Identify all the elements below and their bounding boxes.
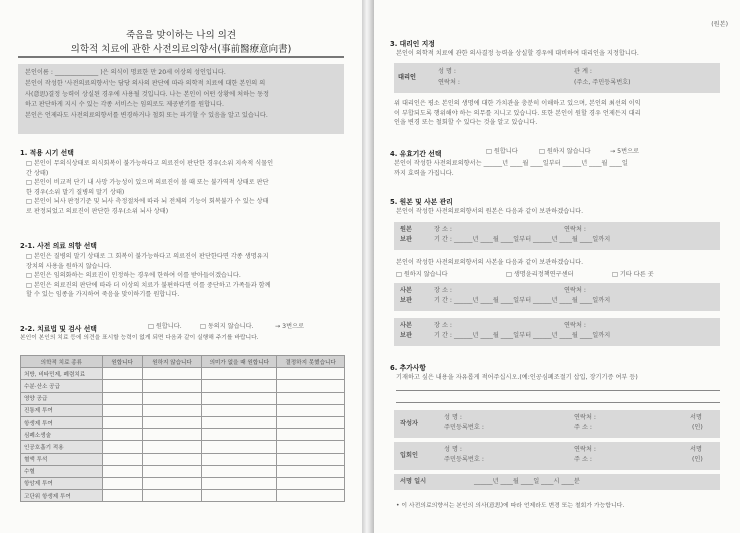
note-line: 인을 변경 또는 철회할 수 있다는 것을 알고 있습니다. (394, 119, 538, 127)
table-cell[interactable] (277, 380, 345, 392)
table-row (21, 429, 345, 441)
validity-decline[interactable]: □ 원하지 않습니다 (539, 148, 591, 155)
storage-label: 보관 (400, 332, 412, 339)
table-cell[interactable] (277, 404, 345, 416)
intro-line: 본인은 언제라도 사전의료의향서를 변경하거나 철회 또는 파기할 수 있음을 알고 있습니다. (25, 112, 268, 120)
treatment-label: 수혈 (21, 465, 103, 477)
storage-label: 보관 (400, 297, 412, 304)
treatment-table (20, 355, 345, 502)
table-cell[interactable] (277, 465, 345, 477)
sign-date-box (394, 474, 720, 490)
storage-label: 원본 (400, 226, 412, 233)
table-cell[interactable] (202, 453, 277, 465)
option-line: 간 상태) (26, 169, 49, 177)
treatment-label: 항암제 투여 (21, 477, 103, 489)
validity-period[interactable]: 본인이 작성한 사전의료의향서는 ______년 ____월 ____일부터 ______년 ____월 ____일 (394, 160, 628, 167)
intro-line: 하고 판단하게 지시 수 있는 각종 서비스는 임의로도 제공받기를 원합니다. (25, 101, 224, 109)
original-desc: 본인이 작성한 사전의료의향서의 원본은 다음과 같이 보관하겠습니다. (396, 208, 584, 215)
table-cell[interactable] (142, 368, 202, 380)
footer-note: • 이 사전의료의향서는 본인의 의사(意思)에 따라 언제라도 변경 또는 철회가 가능합니다. (396, 503, 625, 509)
section-5-title: 5. 원본 및 사본 관리 (390, 198, 453, 206)
left-page (0, 0, 362, 533)
copy-option-none[interactable]: □ 원하지 않습니다 (396, 271, 448, 278)
witness-sign-label: 서명 (690, 446, 702, 453)
section-3-title: 3. 대리인 지정 (390, 40, 435, 48)
section-3-desc: 본인이 의학적 치료에 관한 의사결정 능력을 상실할 경우에 대비하여 대리인을 지정합니다. (396, 50, 639, 57)
copy-storage-box-1 (394, 283, 720, 311)
section-6-desc: 기재하고 싶은 내용을 자유롭게 적어주십시오.(예:인공심폐조절기 삽입, 장기기증 여부 등) (396, 374, 638, 381)
table-cell[interactable] (202, 416, 277, 428)
table-cell[interactable] (277, 477, 345, 489)
storage-label: 사본 (400, 287, 412, 294)
table-header-row (21, 356, 345, 368)
document-title: 의학적 치료에 관한 사전의료의향서(事前醫療意向書) (70, 44, 292, 55)
table-cell[interactable] (102, 416, 142, 428)
storage-place[interactable]: 장 소 : (434, 226, 452, 233)
witness-rrn[interactable]: 주민등록번호 : (444, 456, 484, 463)
option-decline[interactable]: □ 동의지 않습니다. (200, 323, 254, 330)
copy-option-center[interactable]: □ 생명윤리정책연구센터 (506, 271, 574, 278)
option-line[interactable]: □ 본인은 임의화하는 의료진이 인정하는 경우에 한하여 이를 받아들이겠습니다. (26, 272, 241, 280)
table-cell[interactable] (202, 392, 277, 404)
table-cell[interactable] (277, 416, 345, 428)
intro-line: 본인이름 : ______________ )은 의식이 명료한 만 20세 이상의 성인입니다. (25, 69, 226, 76)
proxy-name[interactable]: 성 명 : (438, 68, 456, 75)
option-line[interactable]: □ 본인이 비교적 단기 내 사망 가능성이 있으며 의료진이 볼 때 또는 불가역적 상태로 판단 (26, 179, 269, 187)
option-line: 한 경우(소위 말기 질병의 말기 상태) (26, 188, 125, 196)
proxy-label: 대리인 (398, 74, 416, 81)
table-cell[interactable] (202, 429, 277, 441)
section-2-1-options (26, 252, 346, 300)
witness-contact[interactable]: 연락처 : (574, 446, 596, 453)
table-row (21, 368, 345, 380)
col-header: 결정하지 못했습니다 (277, 356, 345, 368)
proxy-address[interactable]: (주소, 주민등록번호) (574, 79, 631, 86)
original-storage-box (394, 222, 720, 250)
table-cell[interactable] (102, 392, 142, 404)
writer-sign-label: 서명 (690, 414, 702, 421)
table-cell[interactable] (202, 477, 277, 489)
col-header: 원합니다 (102, 356, 142, 368)
table-cell[interactable] (142, 404, 202, 416)
title-rule (18, 56, 344, 58)
table-cell[interactable] (277, 368, 345, 380)
section-2-2-title: 2-2. 치료법 및 검사 선택 (20, 325, 97, 333)
storage-label: 보관 (400, 236, 412, 243)
treatment-label: 영양 공급 (21, 392, 103, 404)
table-cell[interactable] (202, 404, 277, 416)
original-tag: (원본) (711, 21, 728, 28)
option-line: 할 수 있는 임종을 가지하여 죽음을 맞이하기를 원합니다. (26, 291, 180, 299)
storage-label: 사본 (400, 322, 412, 329)
option-line: 로 판정되었고 의료진이 판단한 경우(소위 뇌사 상태) (26, 207, 169, 215)
option-line[interactable]: □ 본인이 뇌사 판정기준 및 뇌사 측정절차에 따라 뇌 전체의 기능이 회복불가 수 있는 상태 (26, 198, 269, 206)
table-cell[interactable] (102, 429, 142, 441)
proxy-relation[interactable]: 관 계 : (574, 68, 592, 75)
witness-address[interactable]: 주 소 : (574, 456, 592, 463)
sign-date-value[interactable]: ______년 ____월 ____일 ____시 ____분 (474, 478, 580, 485)
note-line: 이 부합되도록 행위해야 하는 의무를 지니고 있습니다. 또한 본인이 원할 경우 언제든지 대리 (394, 109, 641, 117)
treatment-label: 진통제 투여 (21, 404, 103, 416)
witness-seal[interactable]: (인) (692, 456, 703, 463)
treatment-label: 인공호흡기 적용 (21, 441, 103, 453)
table-cell[interactable] (142, 429, 202, 441)
table-cell[interactable] (102, 477, 142, 489)
writer-seal[interactable]: (인) (692, 424, 703, 431)
proxy-box (394, 63, 720, 93)
table-cell[interactable] (202, 368, 277, 380)
writer-contact[interactable]: 연락처 : (574, 414, 596, 421)
table-cell[interactable] (142, 477, 202, 489)
treatment-label: 혈액 투석 (21, 453, 103, 465)
table-cell[interactable] (102, 404, 142, 416)
treatment-label: 고단위 항생제 투여 (21, 490, 103, 502)
table-cell[interactable] (142, 465, 202, 477)
table-cell[interactable] (202, 441, 277, 453)
skip-arrow: → 5번으로 (610, 148, 640, 155)
option-line[interactable]: □ 본인은 의료진의 판단에 따라 더 이상의 치료가 불편하다면 이를 중단하고 가족들과 함께 (26, 281, 271, 289)
table-cell[interactable] (102, 490, 142, 502)
treatment-label: 항생제 투여 (21, 416, 103, 428)
witness-name[interactable]: 성 명 : (444, 446, 462, 453)
option-line[interactable]: □ 본인이 무의식상태로 의식회복이 불가능하다고 의료진이 판단한 경우(소위 지속적 식물인 (26, 160, 274, 167)
storage-contact[interactable]: 연락처 : (564, 322, 586, 329)
copy-option-other[interactable]: □ 기타 다른 곳 (612, 271, 654, 278)
table-cell[interactable] (102, 465, 142, 477)
table-cell[interactable] (277, 392, 345, 404)
table-row (21, 465, 345, 477)
writer-label: 작성자 (400, 420, 418, 427)
storage-contact[interactable]: 연락처 : (564, 226, 586, 233)
table-row (21, 477, 345, 489)
table-cell[interactable] (102, 368, 142, 380)
table-row (21, 380, 345, 392)
treatment-label: 처방, 비타민제, 폐렴치료 (21, 368, 103, 380)
storage-period[interactable]: 기 간 : ______년 ____월 ____일부터 ______년 ____월 ____일까지 (434, 332, 611, 339)
table-cell[interactable] (142, 392, 202, 404)
skip-arrow: → 3번으로 (275, 323, 305, 330)
storage-period[interactable]: 기 간 : ______년 ____월 ____일부터 ______년 ____월 ____일까지 (434, 297, 611, 304)
table-row (21, 392, 345, 404)
validity-want[interactable]: □ 원합니다 (486, 148, 518, 155)
writer-address[interactable]: 주 소 : (574, 424, 592, 431)
section-1-title: 1. 적용 시기 선택 (20, 149, 74, 157)
writer-box (394, 410, 720, 438)
table-cell[interactable] (142, 416, 202, 428)
table-row (21, 490, 345, 502)
storage-place[interactable]: 장 소 : (434, 322, 452, 329)
section-1-options (26, 159, 346, 217)
table-row (21, 453, 345, 465)
col-header: 의미가 없을 때 원합니다 (202, 356, 277, 368)
note-line: 위 대리인은 평소 본인의 생명에 대한 가치관을 충분히 이해하고 있으며, 본인의 최선의 이익 (394, 100, 641, 107)
table-cell[interactable] (202, 380, 277, 392)
right-page (374, 0, 740, 533)
section-2-1-title: 2-1. 사전 의료 의향 선택 (20, 242, 97, 250)
intro-line: 본인이 작성한 '사전의료의향서'는 담당 의사의 판단에 따라 의학적 치료에 대한 본인의 의 (25, 79, 266, 87)
section-4-title: 4. 유효기간 선택 (390, 150, 442, 158)
table-cell[interactable] (202, 465, 277, 477)
table-cell[interactable] (102, 441, 142, 453)
col-header: 원하지 않습니다 (142, 356, 202, 368)
col-header: 의학적 치료 종류 (21, 356, 103, 368)
table-cell[interactable] (277, 441, 345, 453)
table-row (21, 441, 345, 453)
table-cell[interactable] (142, 441, 202, 453)
table-cell[interactable] (142, 490, 202, 502)
intro-line: 사(意思)결정 능력이 상실된 경우에 사용될 것입니다. 나는 본인이 어떤 상황에 처하는 동정 (25, 90, 270, 98)
intro-box (18, 64, 344, 134)
table-cell[interactable] (102, 380, 142, 392)
document-subtitle: 죽음을 맞이하는 나의 의견 (125, 30, 236, 41)
writer-rrn[interactable]: 주민등록번호 : (444, 424, 484, 431)
copy-storage-box-2 (394, 318, 720, 346)
book-spine (362, 0, 374, 533)
copy-desc: 본인이 작성한 사전의료의향서의 사본을 다음과 같이 보관하겠습니다. (396, 259, 584, 266)
treatment-label: 심폐소생술 (21, 429, 103, 441)
proxy-contact[interactable]: 연락처 : (438, 79, 460, 86)
table-row (21, 404, 345, 416)
section-2-2-desc: 본인이 본인의 치료 등에 의견을 표시할 능력이 없게 되면 다음과 같이 실행해 주기를 바랍니다. (20, 335, 259, 341)
option-want[interactable]: □ 원합니다. (148, 323, 182, 330)
section-6-title: 6. 추가사항 (390, 364, 426, 372)
notes-line[interactable] (396, 402, 720, 403)
proxy-note (394, 99, 724, 128)
table-cell[interactable] (142, 380, 202, 392)
notes-line[interactable] (396, 390, 720, 391)
table-cell[interactable] (277, 429, 345, 441)
witness-box (394, 442, 720, 470)
table-cell[interactable] (277, 453, 345, 465)
writer-name[interactable]: 성 명 : (444, 414, 462, 421)
table-cell[interactable] (277, 490, 345, 502)
witness-label: 입회인 (400, 452, 418, 459)
storage-place[interactable]: 장 소 : (434, 287, 452, 294)
table-cell[interactable] (202, 490, 277, 502)
treatment-label: 수분·산소 공급 (21, 380, 103, 392)
option-line[interactable]: □ 본인은 질병의 말기 상태로 그 회복이 불가능하다고 의료진이 판단한다면 각종 생명유지 (26, 253, 269, 260)
storage-period[interactable]: 기 간 : ______년 ____월 ____일부터 ______년 ____월 ____일까지 (434, 236, 611, 243)
validity-period-end: 까지 효력을 가집니다. (394, 170, 454, 177)
sign-date-label: 서명 일시 (400, 478, 427, 485)
table-cell[interactable] (102, 453, 142, 465)
table-cell[interactable] (142, 453, 202, 465)
option-line: 장치의 사용을 원하지 않습니다. (26, 262, 112, 270)
table-row (21, 416, 345, 428)
storage-contact[interactable]: 연락처 : (564, 287, 586, 294)
